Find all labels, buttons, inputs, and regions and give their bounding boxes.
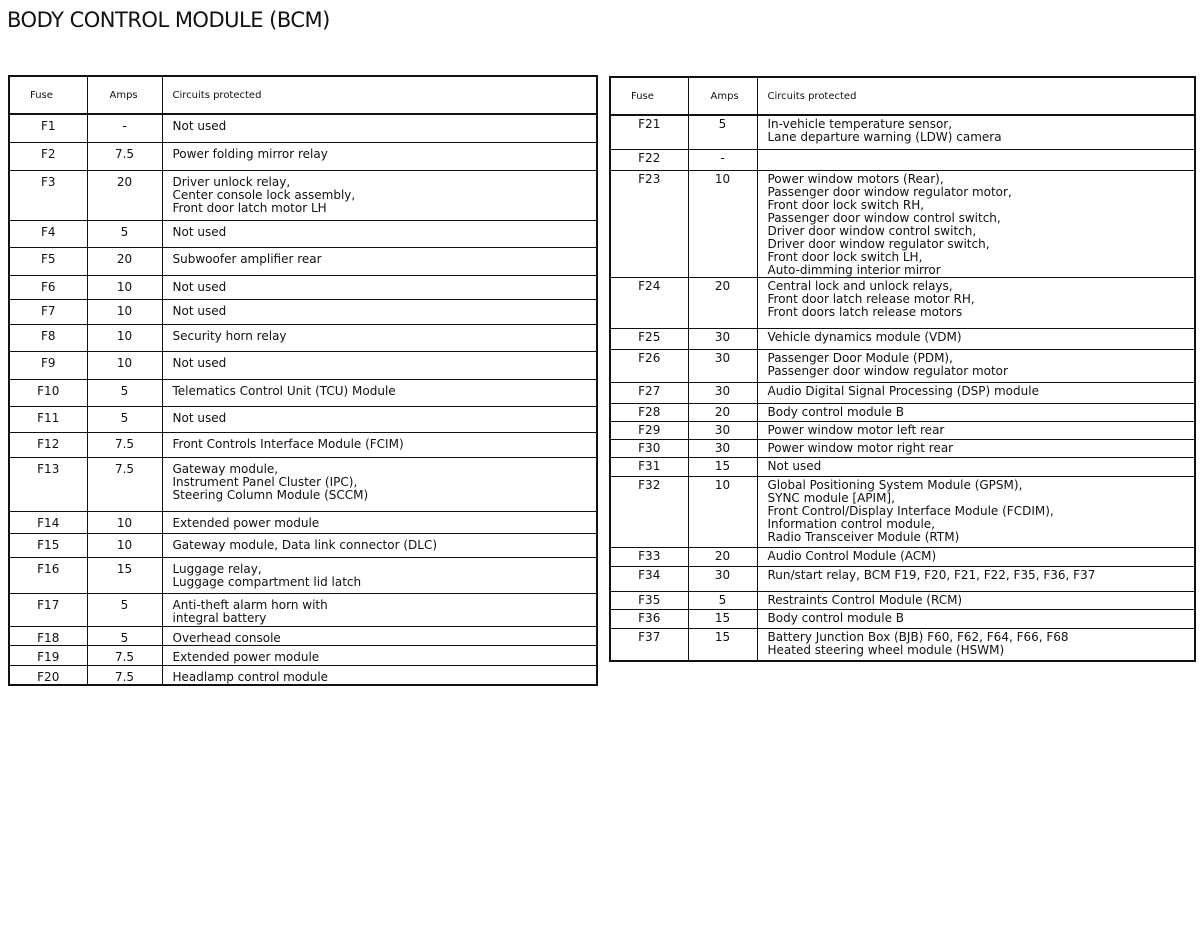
- table-row: [610, 277, 1195, 328]
- amps-cell: 20: [87, 170, 162, 220]
- circuits-cell: [757, 628, 1195, 661]
- column-header-circuits: Circuits protected: [757, 77, 1195, 115]
- fuse-id-cell: F15: [9, 533, 87, 557]
- circuit-line: Luggage relay,: [172, 561, 262, 576]
- circuit-line: Driver door window control switch,: [767, 223, 977, 238]
- fuse-id-cell: F2: [9, 142, 87, 170]
- circuits-cell: [162, 351, 597, 379]
- circuit-line: Luggage compartment lid latch: [172, 574, 362, 589]
- circuits-cell: [757, 421, 1195, 439]
- fuse-id-cell: F1: [9, 114, 87, 142]
- fuse-id-cell: F22: [610, 149, 688, 170]
- page-title: BODY CONTROL MODULE (BCM): [7, 8, 330, 32]
- table-row: [9, 142, 597, 170]
- circuit-line: Gateway module, Data link connector (DLC): [172, 537, 438, 552]
- column-header-fuse: Fuse: [9, 76, 87, 114]
- amps-cell: 5: [87, 220, 162, 247]
- circuits-cell: [757, 403, 1195, 421]
- fuse-id-cell: F19: [9, 645, 87, 665]
- circuit-line: Front doors latch release motors: [767, 304, 963, 319]
- circuit-line: Information control module,: [767, 516, 935, 531]
- table-row: [9, 645, 597, 665]
- fuse-id-cell: F18: [9, 626, 87, 645]
- circuit-line: Power folding mirror relay: [172, 146, 328, 161]
- table-row: [610, 628, 1195, 661]
- circuits-cell: [162, 220, 597, 247]
- table-row: [610, 149, 1195, 170]
- table-row: [610, 382, 1195, 403]
- circuit-line: Body control module B: [767, 404, 905, 419]
- circuit-line: Radio Transceiver Module (RTM): [767, 529, 960, 544]
- circuit-line: Front Control/Display Interface Module (FCDIM),: [767, 503, 1054, 518]
- amps-cell: 15: [688, 457, 757, 476]
- table-row: [9, 406, 597, 432]
- fuse-id-cell: F3: [9, 170, 87, 220]
- circuit-line: Audio Control Module (ACM): [767, 548, 937, 563]
- table-header-row: [9, 76, 597, 114]
- circuit-line: Power window motor left rear: [767, 422, 945, 437]
- circuit-line: Extended power module: [172, 515, 320, 530]
- circuit-line: Front door lock switch RH,: [767, 197, 925, 212]
- circuits-cell: [162, 379, 597, 406]
- fuse-id-cell: F26: [610, 349, 688, 382]
- fuse-id-cell: F31: [610, 457, 688, 476]
- circuits-cell: [162, 432, 597, 457]
- amps-cell: 15: [688, 628, 757, 661]
- fuse-id-cell: F17: [9, 593, 87, 626]
- table-row: [610, 170, 1195, 277]
- amps-cell: 10: [87, 533, 162, 557]
- amps-cell: 5: [87, 593, 162, 626]
- circuit-line: Not used: [172, 224, 227, 239]
- column-header-amps: Amps: [688, 77, 757, 115]
- circuits-cell: [757, 277, 1195, 328]
- circuit-line: Power window motor right rear: [767, 440, 954, 455]
- circuit-line: Power window motors (Rear),: [767, 171, 944, 186]
- amps-cell: -: [87, 114, 162, 142]
- circuit-line: Not used: [172, 279, 227, 294]
- amps-cell: 20: [87, 247, 162, 275]
- fuse-table-right: [609, 76, 1196, 662]
- fuse-id-cell: F34: [610, 566, 688, 591]
- circuits-cell: [162, 511, 597, 533]
- amps-cell: 5: [87, 379, 162, 406]
- circuits-cell: [757, 566, 1195, 591]
- circuit-line: Vehicle dynamics module (VDM): [767, 329, 962, 344]
- fuse-id-cell: F6: [9, 275, 87, 299]
- circuit-line: Center console lock assembly,: [172, 187, 356, 202]
- circuits-cell: [162, 170, 597, 220]
- circuits-cell: [162, 247, 597, 275]
- circuits-cell: [757, 547, 1195, 566]
- circuit-line: Body control module B: [767, 610, 905, 625]
- circuit-line: Restraints Control Module (RCM): [767, 592, 963, 607]
- circuits-cell: [757, 457, 1195, 476]
- table-row: [9, 593, 597, 626]
- amps-cell: 10: [688, 476, 757, 547]
- amps-cell: 7.5: [87, 432, 162, 457]
- circuit-line: Run/start relay, BCM F19, F20, F21, F22, F35, F36, F37: [767, 567, 1096, 582]
- amps-cell: 7.5: [87, 645, 162, 665]
- circuits-cell: [757, 328, 1195, 349]
- fuse-id-cell: F32: [610, 476, 688, 547]
- circuits-cell: [162, 557, 597, 593]
- fuse-id-cell: F23: [610, 170, 688, 277]
- fuse-id-cell: F29: [610, 421, 688, 439]
- amps-cell: 7.5: [87, 142, 162, 170]
- table-row: [9, 379, 597, 406]
- column-header-amps: Amps: [87, 76, 162, 114]
- circuits-cell: [162, 114, 597, 142]
- table-row: [9, 457, 597, 511]
- amps-cell: 20: [688, 547, 757, 566]
- table-row: [610, 403, 1195, 421]
- column-header-fuse: Fuse: [610, 77, 688, 115]
- table-row: [9, 170, 597, 220]
- amps-cell: 7.5: [87, 665, 162, 685]
- circuit-line: Steering Column Module (SCCM): [172, 487, 369, 502]
- table-row: [9, 324, 597, 351]
- circuits-cell: [162, 406, 597, 432]
- table-row: [610, 609, 1195, 628]
- fuse-id-cell: F35: [610, 591, 688, 609]
- circuits-cell: [162, 645, 597, 665]
- circuit-line: Passenger Door Module (PDM),: [767, 350, 953, 365]
- circuit-line: Lane departure warning (LDW) camera: [767, 130, 1002, 144]
- circuit-line: Global Positioning System Module (GPSM),: [767, 477, 1023, 492]
- circuits-cell: [757, 349, 1195, 382]
- table-row: [610, 566, 1195, 591]
- circuit-line: Passenger door window regulator motor: [767, 363, 1008, 378]
- table-row: [9, 626, 597, 645]
- amps-cell: 10: [87, 275, 162, 299]
- table-row: [610, 547, 1195, 566]
- circuits-cell: [757, 591, 1195, 609]
- table-row: [610, 476, 1195, 547]
- amps-cell: 10: [87, 299, 162, 324]
- fuse-id-cell: F14: [9, 511, 87, 533]
- fuse-id-cell: F28: [610, 403, 688, 421]
- circuits-cell: [162, 275, 597, 299]
- table-row: [9, 533, 597, 557]
- circuit-line: SYNC module [APIM],: [767, 490, 895, 505]
- circuit-line: Front Controls Interface Module (FCIM): [172, 436, 404, 451]
- table-row: [610, 439, 1195, 457]
- fuse-id-cell: F37: [610, 628, 688, 661]
- table-row: [9, 299, 597, 324]
- circuit-line: integral battery: [172, 610, 267, 625]
- fuse-id-cell: F4: [9, 220, 87, 247]
- circuit-line: Central lock and unlock relays,: [767, 278, 953, 293]
- circuit-line: Passenger door window regulator motor,: [767, 184, 1012, 199]
- amps-cell: 10: [688, 170, 757, 277]
- circuit-line: Front door latch release motor RH,: [767, 291, 975, 306]
- circuits-cell: [162, 626, 597, 645]
- column-header-circuits: Circuits protected: [162, 76, 597, 114]
- circuits-cell: [757, 115, 1195, 149]
- circuit-line: Subwoofer amplifier rear: [172, 251, 322, 266]
- amps-cell: 10: [87, 324, 162, 351]
- table-header-row: [610, 77, 1195, 115]
- fuse-id-cell: F9: [9, 351, 87, 379]
- circuits-cell: [162, 299, 597, 324]
- fuse-id-cell: F21: [610, 115, 688, 149]
- table-row: [610, 591, 1195, 609]
- amps-cell: -: [688, 149, 757, 170]
- circuits-cell: [757, 170, 1195, 277]
- circuit-line: Driver door window regulator switch,: [767, 236, 990, 251]
- fuse-id-cell: F12: [9, 432, 87, 457]
- circuit-line: Overhead console: [172, 630, 281, 645]
- circuit-line: Instrument Panel Cluster (IPC),: [172, 474, 358, 489]
- table-row: [9, 275, 597, 299]
- circuits-cell: [757, 476, 1195, 547]
- fuse-id-cell: F7: [9, 299, 87, 324]
- circuit-line: Not used: [172, 119, 227, 133]
- circuit-line: Gateway module,: [172, 461, 279, 476]
- circuit-line: Not used: [172, 303, 227, 318]
- fuse-table-left: [8, 75, 598, 686]
- circuit-line: Headlamp control module: [172, 669, 329, 684]
- circuit-line: Front door lock switch LH,: [767, 249, 923, 264]
- table-row: [9, 247, 597, 275]
- amps-cell: 5: [87, 626, 162, 645]
- circuit-line: Extended power module: [172, 649, 320, 664]
- table-row: [9, 511, 597, 533]
- fuse-id-cell: F33: [610, 547, 688, 566]
- circuit-line: Security horn relay: [172, 328, 287, 343]
- circuits-cell: [162, 142, 597, 170]
- amps-cell: 30: [688, 421, 757, 439]
- amps-cell: 10: [87, 351, 162, 379]
- circuit-line: Not used: [172, 410, 227, 425]
- table-row: [610, 115, 1195, 149]
- circuit-line: Not used: [767, 458, 822, 473]
- circuit-line: Audio Digital Signal Processing (DSP) module: [767, 383, 1039, 398]
- amps-cell: 30: [688, 439, 757, 457]
- circuits-cell: [162, 324, 597, 351]
- table-row: [9, 557, 597, 593]
- amps-cell: 5: [688, 591, 757, 609]
- amps-cell: 30: [688, 328, 757, 349]
- fuse-id-cell: F16: [9, 557, 87, 593]
- fuse-id-cell: F8: [9, 324, 87, 351]
- circuits-cell: [162, 665, 597, 685]
- table-row: [610, 421, 1195, 439]
- fuse-id-cell: F25: [610, 328, 688, 349]
- amps-cell: 5: [688, 115, 757, 149]
- amps-cell: 7.5: [87, 457, 162, 511]
- circuits-cell: [757, 149, 1195, 170]
- circuit-line: Passenger door window control switch,: [767, 210, 1001, 225]
- circuit-line: Auto-dimming interior mirror: [767, 262, 941, 277]
- table-row: [9, 220, 597, 247]
- fuse-id-cell: F10: [9, 379, 87, 406]
- circuit-line: Battery Junction Box (BJB) F60, F62, F64, F66, F68: [767, 629, 1069, 644]
- circuit-line: Heated steering wheel module (HSWM): [767, 642, 1005, 657]
- fuse-id-cell: F30: [610, 439, 688, 457]
- circuits-cell: [162, 533, 597, 557]
- amps-cell: 15: [87, 557, 162, 593]
- table-row: [9, 432, 597, 457]
- table-row: [9, 665, 597, 685]
- fuse-id-cell: F11: [9, 406, 87, 432]
- fuse-id-cell: F20: [9, 665, 87, 685]
- table-row: [9, 351, 597, 379]
- fuse-id-cell: F24: [610, 277, 688, 328]
- amps-cell: 30: [688, 349, 757, 382]
- circuit-line: In-vehicle temperature sensor,: [767, 117, 953, 131]
- circuit-line: Anti-theft alarm horn with: [172, 597, 328, 612]
- fuse-id-cell: F13: [9, 457, 87, 511]
- table-row: [9, 114, 597, 142]
- circuit-line: Front door latch motor LH: [172, 200, 327, 215]
- circuit-line: Telematics Control Unit (TCU) Module: [172, 383, 396, 398]
- circuit-line: Driver unlock relay,: [172, 174, 291, 189]
- circuit-line: Not used: [172, 355, 227, 370]
- circuits-cell: [757, 439, 1195, 457]
- circuits-cell: [757, 382, 1195, 403]
- table-row: [610, 349, 1195, 382]
- amps-cell: 20: [688, 277, 757, 328]
- fuse-id-cell: F5: [9, 247, 87, 275]
- amps-cell: 20: [688, 403, 757, 421]
- circuits-cell: [162, 457, 597, 511]
- circuits-cell: [757, 609, 1195, 628]
- amps-cell: 5: [87, 406, 162, 432]
- circuits-cell: [162, 593, 597, 626]
- amps-cell: 30: [688, 566, 757, 591]
- amps-cell: 30: [688, 382, 757, 403]
- amps-cell: 15: [688, 609, 757, 628]
- amps-cell: 10: [87, 511, 162, 533]
- fuse-id-cell: F36: [610, 609, 688, 628]
- table-row: [610, 457, 1195, 476]
- table-row: [610, 328, 1195, 349]
- fuse-id-cell: F27: [610, 382, 688, 403]
